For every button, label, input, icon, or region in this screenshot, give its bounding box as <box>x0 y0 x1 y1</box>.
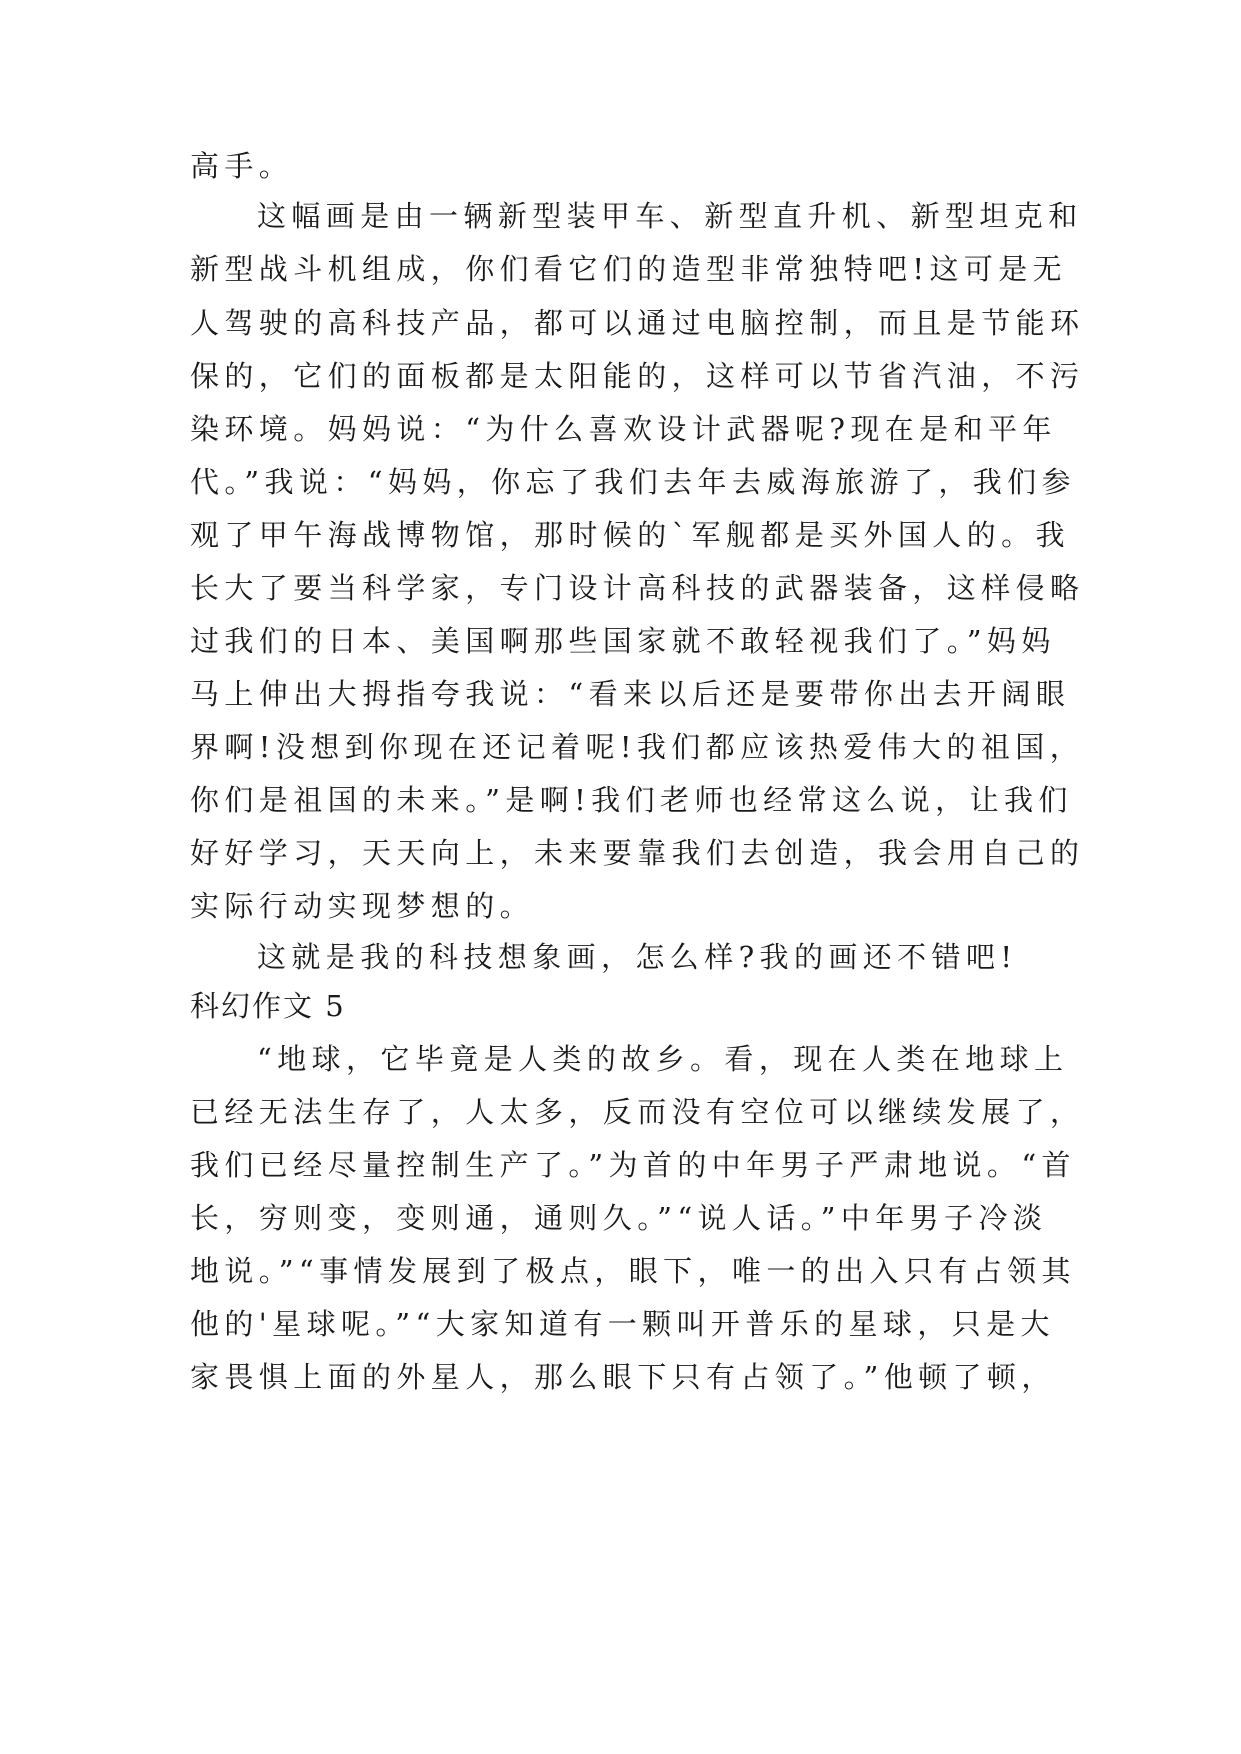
paragraph-line: 已经无法生存了，人太多，反而没有空位可以继续发展了， <box>190 1095 1085 1129</box>
paragraph-line: “地球，它毕竟是人类的故乡。看，现在人类在地球上 <box>257 1042 1069 1076</box>
paragraph-line: 这幅画是由一辆新型装甲车、新型直升机、新型坦克和 <box>257 199 1083 233</box>
paragraph-line: 保的，它们的面板都是太阳能的，这样可以节省汽油，不污 <box>190 359 1085 393</box>
paragraph-line: 你们是祖国的未来。”是啊!我们老师也经常这么说，让我们 <box>190 783 1073 817</box>
paragraph-line: 他的'星球呢。”“大家知道有一颗叫开普乐的星球，只是大 <box>190 1307 1055 1341</box>
paragraph-line: 家畏惧上面的外星人，那么眼下只有占领了。”他顿了顿， <box>190 1360 1056 1394</box>
section-heading: 科幻作文 5 <box>190 989 346 1023</box>
paragraph-line: 地说。”“事情发展到了极点，眼下，唯一的出入只有占领其 <box>190 1254 1076 1288</box>
paragraph-line: 长，穷则变，变则通，通则久。”“说人话。”中年男子冷淡 <box>190 1201 1048 1235</box>
paragraph-line: 长大了要当科学家，专门设计高科技的武器装备，这样侵略 <box>190 571 1085 605</box>
paragraph-line: 过我们的日本、美国啊那些国家就不敢轻视我们了。”妈妈 <box>190 624 1056 658</box>
paragraph-line: 这就是我的科技想象画，怎么样?我的画还不错吧! <box>257 940 1018 974</box>
paragraph-line: 实际行动实现梦想的。 <box>190 889 535 923</box>
text-line: 高手。 <box>190 149 294 183</box>
paragraph-line: 新型战斗机组成，你们看它们的造型非常独特吧!这可是无 <box>190 252 1068 286</box>
paragraph-line: 马上伸出大拇指夸我说：“看来以后还是要带你出去开阔眼 <box>190 677 1071 711</box>
paragraph-line: 代。”我说：“妈妈，你忘了我们去年去威海旅游了，我们参 <box>190 465 1076 499</box>
paragraph-line: 染环境。妈妈说：“为什么喜欢设计武器呢?现在是和平年 <box>190 412 1057 446</box>
paragraph-line: 我们已经尽量控制生产了。”为首的中年男子严肃地说。“首 <box>190 1148 1076 1182</box>
paragraph-line: 好好学习，天天向上，未来要靠我们去创造，我会用自己的 <box>190 836 1085 870</box>
paragraph-line: 观了甲午海战博物馆，那时候的`军舰都是买外国人的。我 <box>190 518 1070 552</box>
paragraph-line: 人驾驶的高科技产品，都可以通过电脑控制，而且是节能环 <box>190 306 1085 340</box>
paragraph-line: 界啊!没想到你现在还记着呢!我们都应该热爱伟大的祖国， <box>190 730 1085 764</box>
